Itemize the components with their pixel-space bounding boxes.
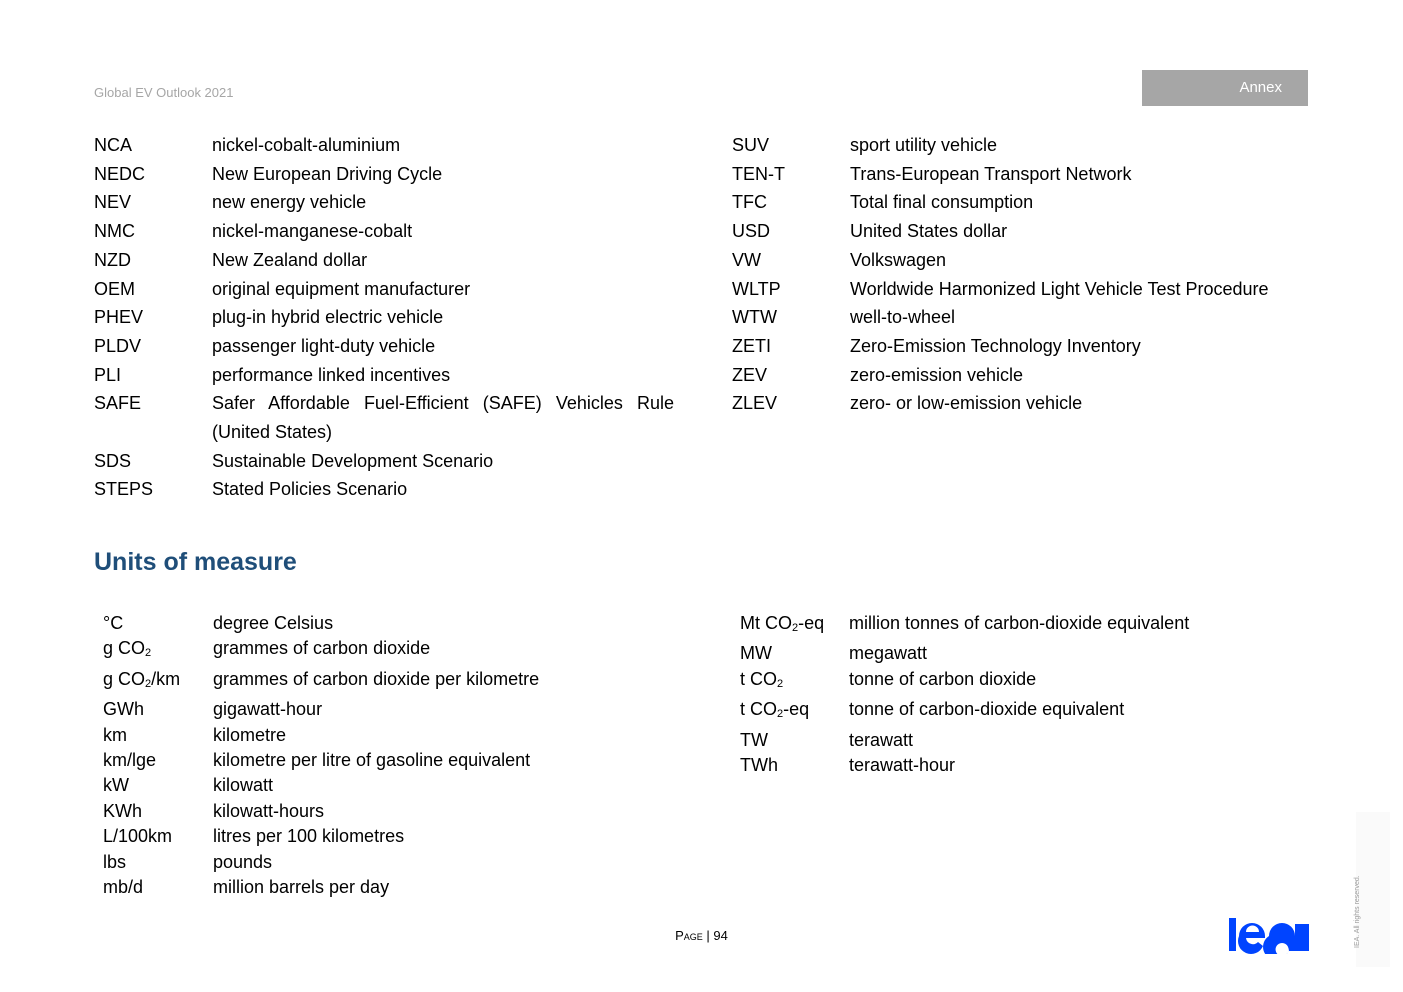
unit-row (103, 667, 663, 697)
unit-definition: tonne of carbon dioxide (849, 668, 1037, 689)
page-number: Page | 94 (675, 928, 728, 943)
unit-row (740, 728, 1300, 753)
abbreviation-row (94, 389, 674, 446)
document-title: Global EV Outlook 2021 (94, 85, 234, 100)
abbreviation-row (732, 361, 1312, 390)
abbreviation-term: PLDV (94, 335, 142, 356)
abbreviation-definition: nickel-cobalt-aluminium (212, 135, 401, 155)
unit-row (103, 748, 663, 773)
unit-definition: kilowatt (213, 775, 274, 796)
unit-definition: degree Celsius (213, 613, 334, 633)
units-of-measure-heading: Units of measure (94, 548, 297, 576)
unit-definition: kilowatt-hours (213, 800, 325, 821)
abbreviation-definition: Sustainable Development Scenario (212, 450, 494, 471)
unit-symbol: KWh (103, 800, 143, 821)
abbreviation-definition: well-to-wheel (850, 307, 956, 328)
unit-definition: grammes of carbon dioxide per kilometre (213, 668, 540, 689)
abbreviation-row (94, 275, 674, 304)
abbreviation-row (94, 131, 674, 160)
abbreviation-row (732, 131, 1312, 160)
abbreviation-definition: new energy vehicle (212, 192, 367, 213)
unit-row (740, 611, 1300, 641)
abbreviation-row (732, 246, 1312, 275)
abbreviation-row (732, 303, 1312, 332)
abbreviation-definition: Total final consumption (850, 192, 1034, 213)
abbreviation-term: SUV (732, 135, 770, 155)
abbreviations-left-column (94, 131, 674, 504)
abbreviation-definition: New Zealand dollar (212, 249, 368, 270)
abbreviation-definition: Zero-Emission Technology Inventory (850, 335, 1141, 356)
unit-symbol: g $CO_2/km$ (103, 668, 181, 690)
abbreviation-row (94, 217, 674, 246)
units-right-column (740, 611, 1300, 778)
abbreviation-row (732, 160, 1312, 189)
abbreviation-definition: Safer Affordable Fuel-Efficient (SAFE) Vehicles Rule (United States) (212, 393, 674, 443)
abbreviation-term: ZLEV (732, 393, 778, 414)
abbreviation-row (732, 275, 1312, 304)
unit-definition: gigawatt-hour (213, 699, 323, 720)
abbreviation-definition: zero-emission vehicle (850, 364, 1024, 385)
unit-definition: tonne of carbon-dioxide equivalent (849, 699, 1125, 720)
unit-symbol: kW (103, 775, 129, 796)
abbreviation-row (94, 361, 674, 390)
unit-symbol: g $CO_2$ (103, 638, 152, 660)
unit-row (103, 850, 663, 875)
unit-symbol: L/100km (103, 826, 173, 847)
unit-definition: megawatt (849, 643, 928, 664)
iea-logo (1229, 914, 1309, 954)
abbreviation-term: NMC (94, 221, 135, 242)
abbreviation-definition: Worldwide Harmonized Light Vehicle Test Procedure (850, 278, 1269, 299)
unit-row (103, 824, 663, 849)
unit-symbol: lbs (103, 851, 127, 872)
unit-row (103, 773, 663, 798)
abbreviation-term: WTW (732, 307, 777, 328)
unit-definition: litres per 100 kilometres (213, 826, 405, 847)
unit-definition: terawatt (849, 729, 914, 750)
abbreviations-right-column (732, 131, 1312, 418)
abbreviation-term: USD (732, 221, 771, 242)
section-tab-annex: Annex (1142, 70, 1308, 106)
unit-row (740, 641, 1300, 666)
abbreviation-definition: United States dollar (850, 221, 1008, 242)
abbreviation-row (94, 475, 674, 504)
unit-definition: kilometre (213, 724, 287, 745)
unit-definition: terawatt-hour (849, 755, 956, 776)
unit-symbol: t $CO_2-eq$ (740, 699, 810, 721)
abbreviation-row (732, 332, 1312, 361)
abbreviation-term: SDS (94, 450, 132, 471)
unit-row (103, 799, 663, 824)
unit-row (740, 667, 1300, 697)
abbreviation-term: ZETI (732, 335, 771, 356)
abbreviation-term: NZD (94, 249, 131, 270)
abbreviation-term: STEPS (94, 479, 154, 500)
abbreviation-definition: passenger light-duty vehicle (212, 335, 436, 356)
unit-definition: grammes of carbon dioxide (213, 638, 431, 659)
units-left-column (103, 611, 663, 900)
abbreviation-row (94, 246, 674, 275)
abbreviation-row (732, 217, 1312, 246)
unit-symbol: Mt $CO_2-eq$ (740, 613, 825, 634)
unit-row (103, 723, 663, 748)
abbreviation-definition: sport utility vehicle (850, 135, 998, 155)
abbreviation-term: NCA (94, 135, 133, 155)
abbreviation-definition: Stated Policies Scenario (212, 479, 408, 500)
unit-symbol: mb/d (103, 877, 144, 898)
abbreviation-definition: plug-in hybrid electric vehicle (212, 307, 444, 328)
unit-symbol: km/lge (103, 750, 157, 771)
abbreviation-term: TFC (732, 192, 767, 213)
unit-definition: pounds (213, 851, 273, 872)
unit-row (103, 611, 663, 636)
abbreviation-term: PHEV (94, 307, 144, 328)
unit-row (740, 697, 1300, 727)
abbreviation-definition: Trans-European Transport Network (850, 163, 1132, 184)
abbreviation-term: OEM (94, 278, 136, 299)
unit-definition: million tonnes of carbon-dioxide equivalent (849, 613, 1190, 633)
abbreviation-definition: New European Driving Cycle (212, 163, 443, 184)
abbreviation-term: NEDC (94, 163, 146, 184)
unit-symbol: °C (103, 613, 124, 633)
unit-row (740, 753, 1300, 778)
abbreviation-definition: original equipment manufacturer (212, 278, 471, 299)
abbreviation-row (94, 160, 674, 189)
abbreviation-term: TEN-T (732, 163, 785, 184)
abbreviation-term: PLI (94, 364, 122, 385)
abbreviation-row (94, 188, 674, 217)
unit-symbol: MW (740, 643, 772, 664)
abbreviation-term: NEV (94, 192, 132, 213)
unit-symbol: t $CO_2$ (740, 668, 784, 690)
unit-symbol: GWh (103, 699, 145, 720)
unit-symbol: TWh (740, 755, 778, 776)
abbreviation-definition: nickel-manganese-cobalt (212, 221, 413, 242)
rights-strip (1356, 812, 1390, 967)
unit-row (103, 636, 663, 666)
abbreviation-row (732, 188, 1312, 217)
abbreviation-row (94, 332, 674, 361)
unit-definition: kilometre per litre of gasoline equivalent (213, 750, 531, 771)
abbreviation-row (732, 389, 1312, 418)
abbreviation-term: WLTP (732, 278, 781, 299)
abbreviation-row (94, 303, 674, 332)
unit-symbol: TW (740, 729, 768, 750)
abbreviation-term: SAFE (94, 393, 142, 414)
abbreviation-term: VW (732, 249, 761, 270)
unit-symbol: km (103, 724, 127, 745)
abbreviation-definition: performance linked incentives (212, 364, 451, 385)
abbreviation-row (94, 447, 674, 476)
abbreviation-definition: Volkswagen (850, 249, 947, 270)
abbreviation-term: ZEV (732, 364, 768, 385)
unit-row (103, 697, 663, 722)
unit-definition: million barrels per day (213, 877, 390, 898)
unit-row (103, 875, 663, 900)
abbreviation-definition: zero- or low-emission vehicle (850, 393, 1083, 414)
rights-notice: IEA. All rights reserved. (1354, 875, 1361, 948)
